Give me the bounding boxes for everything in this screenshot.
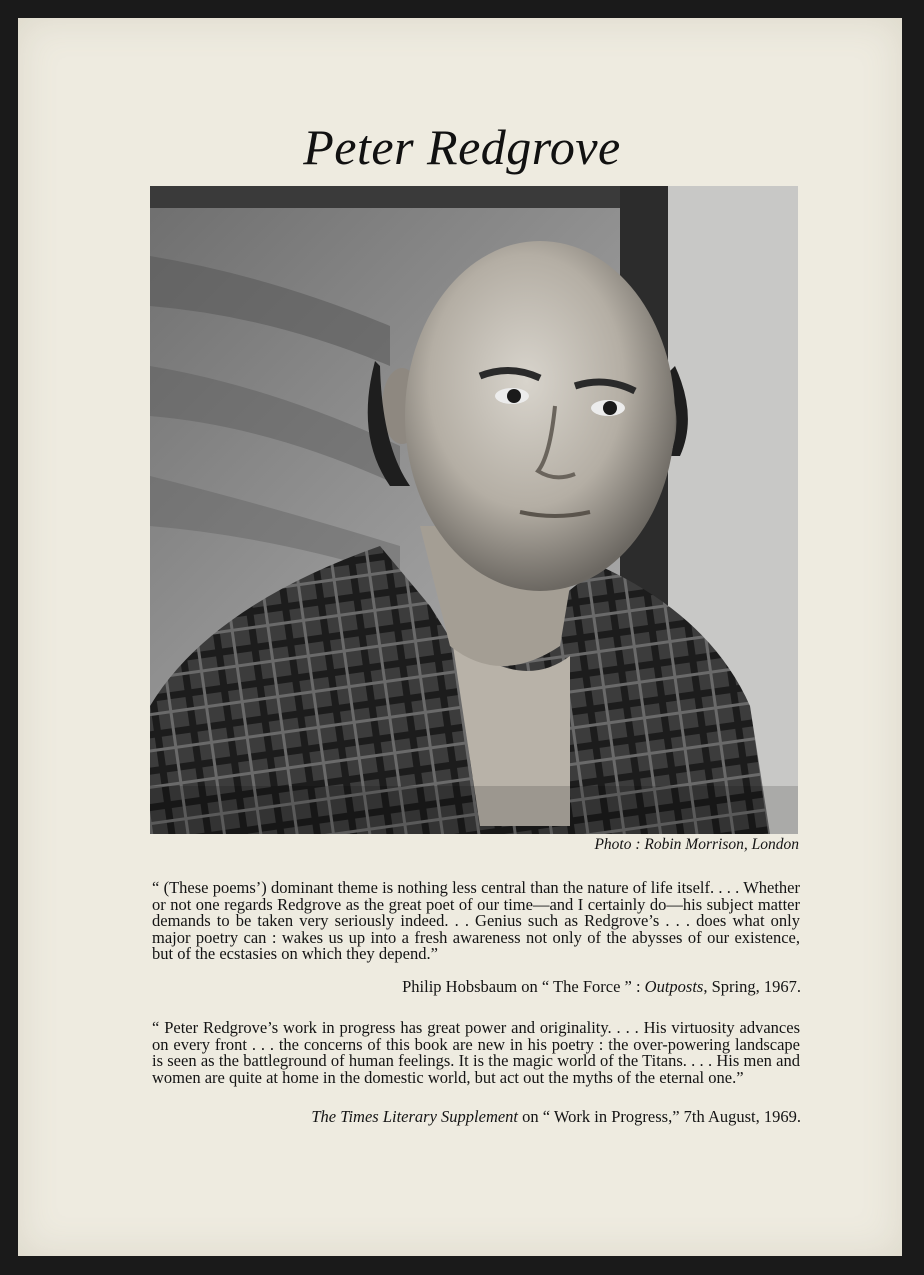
photo-credit: Photo : Robin Morrison, London (594, 836, 799, 853)
page-title: Peter Redgrove (303, 119, 621, 175)
attribution-1-suffix: , Spring, 1967. (703, 977, 801, 996)
review-quote-2: “ Peter Redgrove’s work in progress has great power and originality. . . . His virtuosity advances on every front . . . the concerns of this book are new in his poetry : the over-powering landscape is seen as the battleground of human feelings. It is the magic world of the Titans. . . . His men and women are quite at home in the domestic world, but act out the myths of the eternal one.” (152, 1018, 800, 1087)
review-attribution-2 (311, 1108, 801, 1126)
attribution-2-suffix: on “ Work in Progress,” 7th August, 1969. (518, 1107, 801, 1126)
review-attribution-1 (402, 978, 801, 996)
review-quote-1: “ (These poems’) dominant theme is nothing less central than the nature of life itself. . . . Whether or not one regards Redgrove as the great poet of our time—and I certainly do—his subject matter demands to be taken very seriously indeed. . . Genius such as Redgrove’s . . . does what only major poetry can : wakes us up into a fresh awareness not only of the abysses of our existence, but of the ecstasies on which they depend.” (152, 878, 800, 963)
attribution-2-source: The Times Literary Supplement (311, 1107, 519, 1126)
author-photo (150, 186, 798, 834)
attribution-1-prefix: Philip Hobsbaum on “ The Force ” : (402, 977, 645, 996)
attribution-1-source: Outposts (644, 977, 704, 996)
